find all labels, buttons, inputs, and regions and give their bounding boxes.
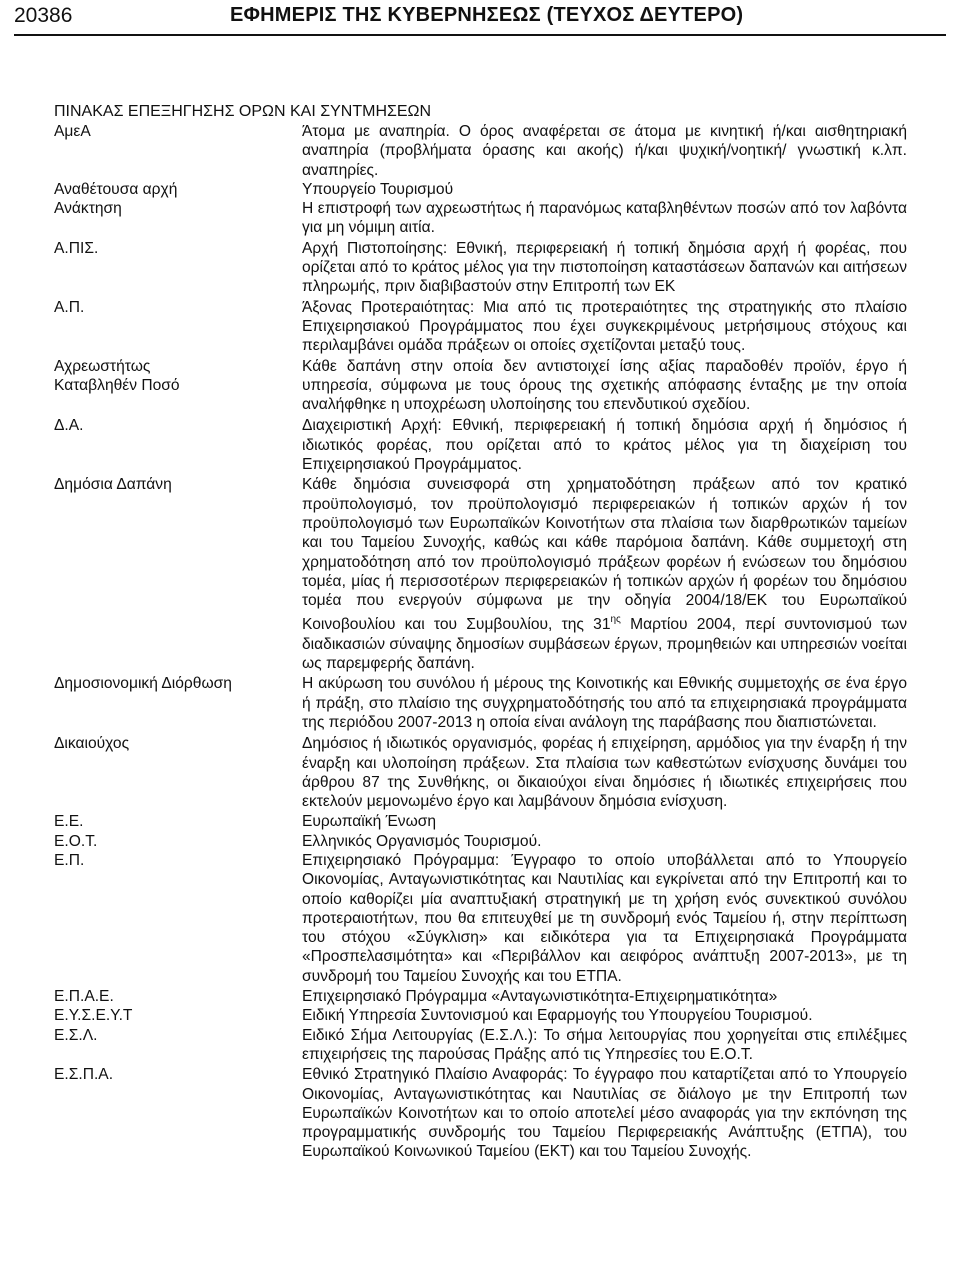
entry-term: Ε.Π.Α.Ε.	[54, 988, 114, 1006]
glossary-entry	[54, 122, 910, 180]
table-title: ΠΙΝΑΚΑΣ ΕΠΕΞΗΓΗΣΗΣ ΟΡΩΝ ΚΑΙ ΣΥΝΤΜΗΣΕΩΝ	[54, 103, 432, 120]
entry-definition: Η ακύρωση του συνόλου ή μέρους της Κοινοτικής και Εθνικής συμμετοχής σε ένα έργο ή πράξη, στο πλαίσιο της συγχρηματοδότησής του από τα επιχειρησιακά προγράμματα της περιόδου 2007-2013 η οποία είναι ανάλογη της παράβασης που διαπιστώνεται.	[302, 675, 907, 731]
glossary-table	[54, 102, 910, 1162]
entry-term: Δημόσια Δαπάνη	[54, 476, 172, 494]
entry-definition: Δημόσιος ή ιδιωτικός οργανισμός, φορέας ή επιχείρηση, αρμόδιος για την έναρξη ή την έναρξη και υλοποίηση πράξεων. Στα πλαίσια των καθεστώτων ενίσχυσης δυνάμει του άρθρου 87 της Συνθήκης, οι δικαιούχοι είναι δημόσιες ή ιδιωτικές επιχειρήσεις που εκτελούν μεμονωμένο έργο και λαμβάνουν δημόσια ενίσχυση.	[302, 735, 907, 811]
entry-definition: Ευρωπαϊκή Ένωση	[302, 813, 437, 831]
glossary-entry	[54, 180, 910, 199]
page-header	[14, 2, 946, 32]
entry-term-line: Καταβληθέν Ποσό	[54, 376, 180, 394]
glossary-entry	[54, 734, 910, 811]
entry-definition: Ελληνικός Οργανισμός Τουρισμού.	[302, 832, 542, 850]
glossary-entry	[54, 674, 910, 732]
entry-term: Δικαιούχος	[54, 735, 130, 753]
entry-definition: Διαχειριστική Αρχή: Εθνική, περιφερειακή ή τοπική δημόσια αρχή ή δημόσιος ή ιδιωτικός φορέας, που ορίζεται από το κράτος μέλος για τη διαχείριση του Επιχειρησιακού Προγράμματος.	[302, 417, 907, 474]
glossary-entry	[54, 475, 910, 673]
entry-definition: Άτομα με αναπηρία. Ο όρος αναφέρεται σε άτομα με κινητική ή/και αισθητηριακή αναπηρία (προβλήματα όρασης και ακοής) ή/και ψυχική/νοητική/ γνωστική κ.λπ. αναπηρίες.	[302, 123, 907, 179]
definition-text: Κάθε δημόσια συνεισφορά στη χρηματοδότηση πράξεων από τον κρατικό προϋπολογισμό, τον προϋπολογισμό περιφερειακών ή τοπικών αρχών ή τον προϋπολογισμό των Ευρωπαϊκών Κοινοτήτων στα πλαίσια των διαρθρωτικών ταμείων και του Ταμείου Συνοχής, καθώς και κάθε παρόμοια δαπάνη. Κάθε συμμετοχή στη χρηματοδότηση από τον προϋπολογισμό πράξεων φορέων ή ενώσεων του δημόσιου τομέα, μίας ή περισσοτέρων περιφερειακών ή τοπικών αρχών ή φορέων του δημόσιου τομέα που ενεργούν σύμφωνα με την οδηγία 2004/18/ΕΚ του Ευρωπαϊκού Κοινοβουλίου και του Συμβουλίου, της 31	[302, 476, 907, 634]
entry-definition: Επιχειρησιακό Πρόγραμμα: Έγγραφο το οποίο υποβάλλεται από το Υπουργείο Οικονομίας, Ανταγωνιστικότητας και Ναυτιλίας και εγκρίνεται από την Επιτροπή και το οποίο καθορίζει μία αναπτυξιακή στρατηγική με τη χρήση ενός συνεκτικού συνόλου προτεραιοτήτων, που θα επιτευχθεί με τη συνδρομή ενός Ταμείου ή, στην περίπτωση του στόχου «Σύγκλιση» και ειδικότερα για τα Επιχειρησιακά Προγράμματα «Προσπελασιμότητα» και «Περιβάλλον και αειφόρος ανάπτυξη 2007-2013», με τη συνδρομή του Ταμείου Συνοχής και του ΕΤΠΑ.	[302, 851, 907, 985]
entry-definition	[302, 475, 907, 673]
glossary-entry	[54, 416, 910, 474]
definition-superscript: ης	[610, 614, 621, 626]
journal-title: ΕΦΗΜΕΡΙΣ ΤΗΣ ΚΥΒΕΡΝΗΣΕΩΣ (ΤΕΥΧΟΣ ΔΕΥΤΕΡΟ)	[230, 4, 744, 26]
entry-definition: Ειδική Υπηρεσία Συντονισμού και Εφαρμογής του Υπουργείου Τουρισμού.	[302, 1007, 813, 1025]
entry-term: Ε.Σ.Λ.	[54, 1026, 98, 1044]
definition-text: Μαρτίου 2004, περί συντονισμού των διαδικασιών σύναψης δημοσίων συμβάσεων έργων, προμηθειών και υπηρεσιών νοείται ως παρεμφερής δαπάνη.	[302, 616, 907, 673]
entry-term: Ε.Π.	[54, 851, 85, 869]
entry-definition: Άξονας Προτεραιότητας: Μια από τις προτεραιότητες της στρατηγικής στο πλαίσιο Επιχειρησιακού Προγράμματος που έχει συγκεκριμένους μετρήσιμους στόχους και περιλαμβάνει ομάδα πράξεων οι οποίες σχετίζονται μεταξύ τους.	[302, 298, 907, 355]
entry-term-line: Αχρεωστήτως	[54, 357, 151, 375]
entry-definition: Ειδικό Σήμα Λειτουργίας (Ε.Σ.Λ.): Το σήμα λειτουργίας που χορηγείται στις επιλέξιμες επιχειρήσεις της παρούσας Πράξης από τις Υπηρεσίες του Ε.Ο.Τ.	[302, 1026, 907, 1063]
entry-term: Ανάκτηση	[54, 200, 122, 218]
glossary-entry	[54, 239, 910, 297]
entry-definition: Εθνικό Στρατηγικό Πλαίσιο Αναφοράς: Το έγγραφο που καταρτίζεται από το Υπουργείο Οικονομίας, Ανταγωνιστικότητας και Ναυτιλίας σε διάλογο με την Επιτροπή των Ευρωπαϊκών Κοινοτήτων και το οποίο αποτελεί μέσο αναφοράς για την εκπόνηση της προγραμματικής συνδρομής του Ταμείου Περιφερειακής Ανάπτυξης (ΕΤΠΑ), του Ευρωπαϊκού Κοινωνικού Ταμείου (ΕΚΤ) και του Ταμείου Συνοχής.	[302, 1066, 907, 1161]
glossary-entry	[54, 1006, 910, 1025]
entry-term: Αναθέτουσα αρχή	[54, 180, 178, 198]
glossary-entry	[54, 357, 910, 415]
entry-term: Ε.Σ.Π.Α.	[54, 1066, 114, 1084]
entry-term	[54, 357, 302, 415]
page-number: 20386	[14, 4, 73, 27]
entry-term: Ε.Ε.	[54, 813, 84, 831]
glossary-entry	[54, 832, 910, 851]
entry-definition: Κάθε δαπάνη στην οποία δεν αντιστοιχεί ίσης αξίας παραδοθέν προϊόν, έργο ή υπηρεσία, σύμφωνα με τους όρους της σχετικής απόφασης ένταξης με την οποία αναλήφθηκε η υποχρέωση υλοποίησης του επενδυτικού σχεδίου.	[302, 357, 907, 414]
entry-term: Ε.Ο.Τ.	[54, 832, 98, 850]
entry-definition: Υπουργείο Τουρισμού	[302, 180, 454, 198]
glossary-entry	[54, 298, 910, 356]
entry-term: Α.Π.	[54, 298, 85, 316]
glossary-entry	[54, 1026, 910, 1065]
entry-term: ΑμεΑ	[54, 123, 91, 140]
entry-term: Ε.Υ.Σ.Ε.Υ.Τ	[54, 1007, 133, 1025]
entry-term: Δ.Α.	[54, 417, 84, 435]
entry-term: Α.ΠΙΣ.	[54, 239, 99, 257]
header-rule	[14, 34, 946, 36]
glossary-entry	[54, 1065, 910, 1161]
entry-definition: Αρχή Πιστοποίησης: Εθνική, περιφερειακή ή τοπική δημόσια αρχή ή φορέας, που ορίζεται από το κράτος μέλος για την πιστοποίηση καταστάσεων δαπανών και αιτήσεων πληρωμής, πριν διαβιβαστούν στην Επιτροπή των ΕΚ	[302, 239, 907, 296]
glossary-entry	[54, 812, 910, 831]
glossary-entry	[54, 199, 910, 238]
glossary-entry	[54, 851, 910, 986]
entry-term: Δημοσιονομική Διόρθωση	[54, 675, 232, 693]
entry-definition: Η επιστροφή των αχρεωστήτως ή παρανόμως καταβληθέντων ποσών από τον λαβόντα για μη νόμιμη αιτία.	[302, 200, 907, 237]
glossary-entry	[54, 987, 910, 1006]
entry-definition: Επιχειρησιακό Πρόγραμμα «Ανταγωνιστικότητα-Επιχειρηματικότητα»	[302, 988, 778, 1006]
